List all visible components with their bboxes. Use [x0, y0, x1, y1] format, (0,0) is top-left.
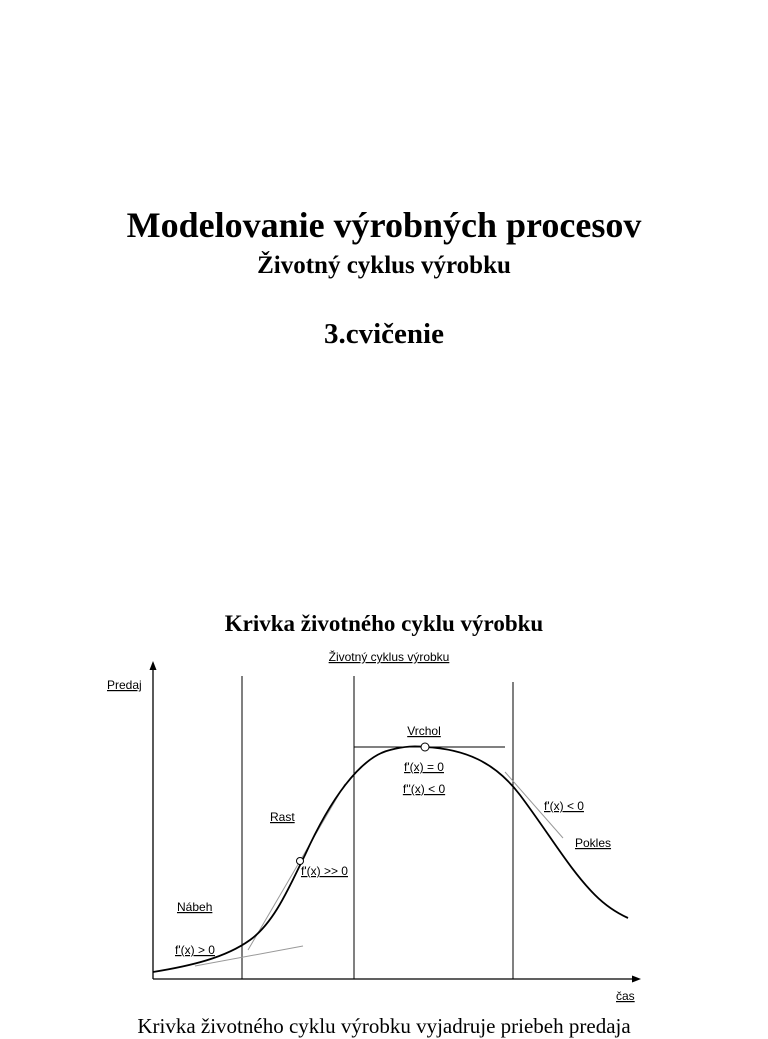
y-axis-arrow: [150, 661, 157, 670]
document-subtitle: Životný cyklus výrobku: [257, 252, 511, 279]
x-axis-arrow: [632, 976, 641, 983]
condition-intro: f'(x) > 0: [175, 943, 215, 957]
phase-label-intro: Nábeh: [177, 900, 213, 914]
phase-label-growth: Rast: [270, 810, 295, 824]
x-axis-label: čas: [616, 989, 635, 1003]
condition-peak-second: f''(x) < 0: [402, 782, 446, 796]
phase-label-peak: Vrchol: [407, 724, 441, 738]
body-text: Krivka životného cyklu výrobku vyjadruje priebeh predaja: [137, 1014, 631, 1038]
condition-growth: f'(x) >> 0: [301, 864, 348, 878]
life-cycle-curve: [153, 746, 628, 972]
condition-decline: f'(x) < 0: [544, 799, 584, 813]
y-axis-label: Predaj: [107, 678, 142, 692]
phase-label-decline: Pokles: [575, 836, 612, 850]
peak-point-marker: [421, 743, 429, 751]
diagram-title: Životný cyklus výrobku: [328, 650, 450, 664]
document-title: Modelovanie výrobných procesov: [126, 205, 642, 245]
section-heading: Krivka životného cyklu výrobku: [224, 611, 544, 636]
condition-peak-first: f'(x) = 0: [404, 760, 444, 774]
exercise-number: 3.cvičenie: [324, 318, 444, 350]
